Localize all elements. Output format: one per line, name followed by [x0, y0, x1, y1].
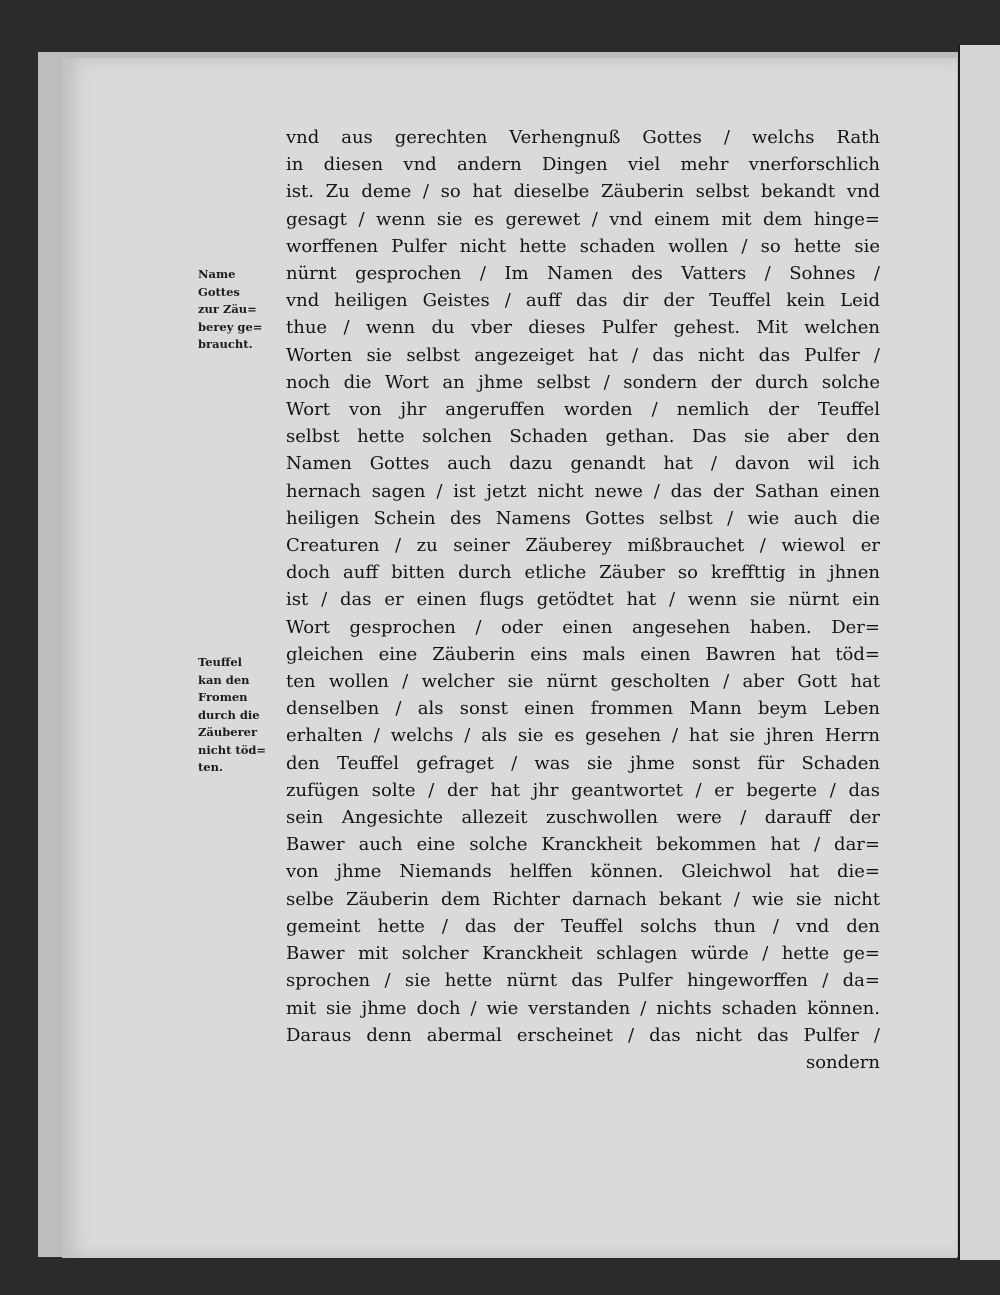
margin-note-line: durch die	[198, 707, 260, 722]
margin-note-line: Gottes	[198, 284, 240, 299]
margin-note-line: zur Zäu=	[198, 302, 257, 316]
text-line: gemeint hette / das der Teuffel solchs thun / vnd den	[286, 915, 880, 937]
text-line: selbst hette solchen Schaden gethan. Das sie aber den	[286, 426, 880, 448]
text-line: denselben / als sonst einen frommen Mann beym Leben	[286, 698, 880, 720]
text-line: Wort gesprochen / oder einen angesehen haben. Der=	[286, 616, 880, 638]
text-line: ist. Zu deme / so hat dieselbe Zäuberin selbst bekandt vnd	[286, 181, 880, 203]
margin-note-line: braucht.	[198, 337, 253, 351]
margin-note-line: Fromen	[198, 690, 248, 704]
text-line: doch auff bitten durch etliche Zäuber so kreffttig in jhnen	[286, 562, 880, 584]
text-line: ten wollen / welcher sie nürnt gescholten / aber Gott hat	[286, 671, 880, 693]
text-line: Wort von jhr angeruffen worden / nemlich der Teuffel	[286, 399, 880, 421]
text-line: worffenen Pulfer nicht hette schaden wollen / so hette sie	[286, 235, 880, 257]
text-line: zufügen solte / der hat jhr geantwortet / er begerte / das	[286, 779, 880, 801]
margin-note-line: nicht töd=	[198, 742, 267, 757]
text-line: Worten sie selbst angezeiget hat / das nicht das Pulfer /	[286, 344, 880, 366]
text-line: mit sie jhme doch / wie verstanden / nichts schaden können.	[286, 997, 880, 1019]
text-line: thue / wenn du vber dieses Pulfer gehest. Mit welchen	[286, 317, 880, 339]
margin-note-name-gottes	[198, 266, 284, 354]
text-line: Bawer auch eine solche Kranckheit bekommen hat / dar=	[286, 834, 880, 856]
margin-note-line: berey ge=	[198, 319, 263, 334]
catchword: sondern	[805, 1051, 880, 1073]
margin-note-line: Zäuberer	[198, 725, 257, 739]
main-text-block	[286, 124, 880, 1076]
text-line: gleichen eine Zäuberin eins mals einen Bawren hat töd=	[286, 643, 880, 665]
facing-page-edge	[958, 45, 1000, 1260]
text-line: vnd heiligen Geistes / auff das dir der Teuffel kein Leid	[286, 290, 880, 312]
text-line: Daraus denn abermal erscheinet / das nicht das Pulfer /	[286, 1024, 880, 1046]
margin-note-teuffel	[198, 654, 284, 777]
text-line: Bawer mit solcher Kranckheit schlagen würde / hette ge=	[286, 943, 880, 965]
text-line: gesagt / wenn sie es gerewet / vnd einem mit dem hinge=	[286, 208, 880, 230]
text-line: Creaturen / zu seiner Zäuberey mißbrauchet / wiewol er	[286, 535, 880, 557]
margin-note-line: Teuffel	[198, 655, 243, 669]
text-line: vnd aus gerechten Verhengnuß Gottes / welchs Rath	[286, 127, 880, 148]
margin-note-line: Name	[198, 267, 236, 281]
text-line: noch die Wort an jhme selbst / sondern der durch solche	[286, 371, 880, 393]
text-line: Namen Gottes auch dazu genandt hat / davon wil ich	[286, 453, 880, 475]
margin-note-line: ten.	[198, 760, 223, 774]
text-line: hernach sagen / ist jetzt nicht newe / das der Sathan einen	[286, 480, 880, 502]
margin-note-line: kan den	[198, 672, 250, 687]
text-line: in diesen vnd andern Dingen viel mehr vnerforschlich	[286, 154, 880, 176]
text-line: ist / das er einen flugs getödtet hat / wenn sie nürnt ein	[286, 589, 880, 611]
text-line: sein Angesichte allezeit zuschwollen were / darauff der	[286, 807, 880, 829]
text-line: nürnt gesprochen / Im Namen des Vatters / Sohnes /	[286, 263, 880, 285]
text-line: sprochen / sie hette nürnt das Pulfer hingeworffen / da=	[286, 970, 880, 992]
text-line: heiligen Schein des Namens Gottes selbst / wie auch die	[286, 507, 880, 529]
text-line: von jhme Niemands helffen können. Gleichwol hat die=	[286, 861, 880, 883]
text-line: selbe Zäuberin dem Richter darnach bekant / wie sie nicht	[286, 888, 880, 910]
text-line: erhalten / welchs / als sie es gesehen / hat sie jhren Herrn	[286, 725, 880, 747]
text-line: den Teuffel gefraget / was sie jhme sonst für Schaden	[286, 752, 880, 774]
